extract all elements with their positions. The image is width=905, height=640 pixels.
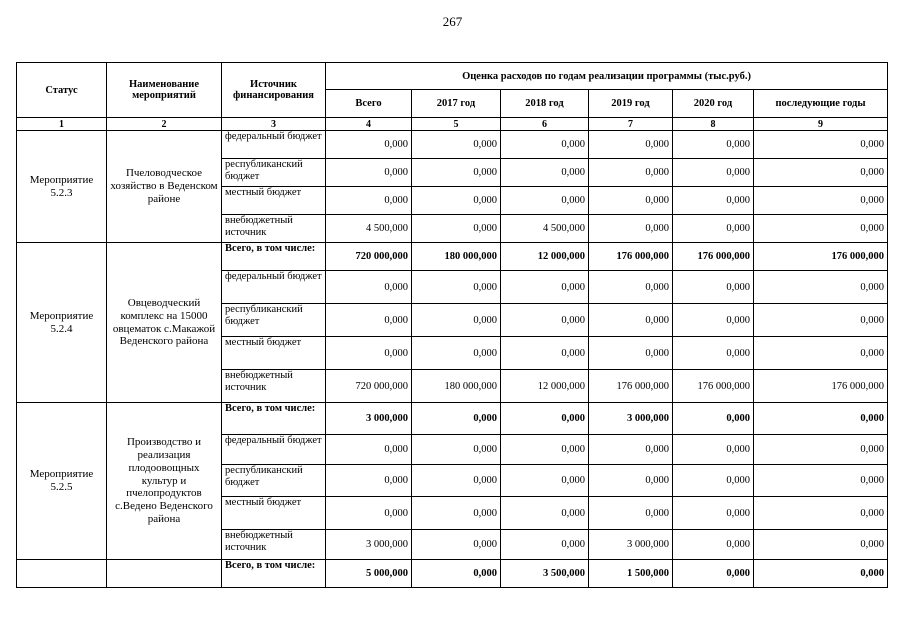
amount-cell: 176 000,000 [589, 243, 673, 271]
amount-cell: 0,000 [673, 530, 754, 560]
event-status: Мероприятие 5.2.3 [17, 131, 107, 243]
amount-cell: 0,000 [326, 271, 412, 304]
amount-cell: 0,000 [589, 215, 673, 243]
amount-cell: 0,000 [326, 131, 412, 159]
amount-cell: 3 500,000 [501, 560, 589, 588]
funding-source: Всего, в том числе: [222, 243, 326, 271]
amount-cell: 0,000 [412, 187, 501, 215]
amount-cell: 0,000 [754, 187, 888, 215]
amount-cell: 0,000 [673, 159, 754, 187]
header-year: 2020 год [673, 90, 754, 118]
amount-cell: 0,000 [754, 271, 888, 304]
amount-cell: 0,000 [412, 497, 501, 530]
amount-cell: 0,000 [589, 337, 673, 370]
funding-source: внебюджетный источник [222, 530, 326, 560]
amount-cell: 0,000 [412, 215, 501, 243]
amount-cell: 0,000 [673, 465, 754, 497]
amount-cell: 0,000 [412, 131, 501, 159]
header-status: Статус [17, 63, 107, 118]
event-name: Пчеловодческое хозяйство в Веденском районе [107, 131, 222, 243]
amount-cell: 0,000 [589, 497, 673, 530]
header-year: 2018 год [501, 90, 589, 118]
funding-source: местный бюджет [222, 187, 326, 215]
amount-cell: 0,000 [673, 403, 754, 435]
event-status: Мероприятие 5.2.5 [17, 403, 107, 560]
amount-cell: 176 000,000 [754, 243, 888, 271]
amount-cell: 0,000 [412, 403, 501, 435]
event-name [107, 560, 222, 588]
column-number: 9 [754, 118, 888, 131]
amount-cell: 3 000,000 [589, 530, 673, 560]
amount-cell: 0,000 [589, 159, 673, 187]
table-row-total [17, 560, 888, 588]
amount-cell: 0,000 [589, 304, 673, 337]
funding-source: республиканский бюджет [222, 465, 326, 497]
amount-cell: 0,000 [754, 497, 888, 530]
amount-cell: 0,000 [754, 465, 888, 497]
amount-cell: 0,000 [501, 530, 589, 560]
amount-cell: 0,000 [501, 435, 589, 465]
funding-source: Всего, в том числе: [222, 560, 326, 588]
amount-cell: 0,000 [501, 131, 589, 159]
amount-cell: 12 000,000 [501, 370, 589, 403]
table-header [17, 63, 888, 131]
amount-cell: 0,000 [326, 159, 412, 187]
header-year: Всего [326, 90, 412, 118]
amount-cell: 0,000 [673, 131, 754, 159]
amount-cell: 0,000 [673, 271, 754, 304]
amount-cell: 0,000 [501, 304, 589, 337]
table-body [17, 131, 888, 588]
page-number: 267 [442, 14, 463, 29]
amount-cell: 0,000 [501, 271, 589, 304]
column-number: 3 [222, 118, 326, 131]
column-number: 2 [107, 118, 222, 131]
header-name: Наименование мероприятий [107, 63, 222, 118]
header-estimate: Оценка расходов по годам реализации программы (тыс.руб.) [326, 63, 888, 90]
funding-source: местный бюджет [222, 337, 326, 370]
funding-source: федеральный бюджет [222, 271, 326, 304]
amount-cell: 176 000,000 [754, 370, 888, 403]
amount-cell: 0,000 [412, 435, 501, 465]
column-number: 5 [412, 118, 501, 131]
column-number: 1 [17, 118, 107, 131]
amount-cell: 0,000 [326, 187, 412, 215]
amount-cell: 0,000 [754, 530, 888, 560]
amount-cell: 0,000 [501, 337, 589, 370]
amount-cell: 0,000 [412, 304, 501, 337]
column-number: 6 [501, 118, 589, 131]
amount-cell: 0,000 [673, 435, 754, 465]
amount-cell: 0,000 [326, 435, 412, 465]
amount-cell: 0,000 [673, 560, 754, 588]
amount-cell: 3 000,000 [589, 403, 673, 435]
amount-cell: 180 000,000 [412, 243, 501, 271]
amount-cell: 0,000 [326, 304, 412, 337]
amount-cell: 0,000 [589, 131, 673, 159]
amount-cell: 0,000 [412, 465, 501, 497]
header-source: Источник финансирования [222, 63, 326, 118]
amount-cell: 0,000 [673, 497, 754, 530]
amount-cell: 3 000,000 [326, 403, 412, 435]
amount-cell: 0,000 [589, 271, 673, 304]
amount-cell: 0,000 [412, 530, 501, 560]
event-status [17, 560, 107, 588]
amount-cell: 0,000 [501, 403, 589, 435]
budget-table [16, 62, 888, 588]
header-year: 2019 год [589, 90, 673, 118]
amount-cell: 720 000,000 [326, 243, 412, 271]
amount-cell: 0,000 [501, 187, 589, 215]
amount-cell: 0,000 [754, 560, 888, 588]
funding-source: федеральный бюджет [222, 131, 326, 159]
amount-cell: 0,000 [673, 304, 754, 337]
funding-source: местный бюджет [222, 497, 326, 530]
amount-cell: 0,000 [754, 159, 888, 187]
amount-cell: 0,000 [326, 497, 412, 530]
amount-cell: 5 000,000 [326, 560, 412, 588]
funding-source: федеральный бюджет [222, 435, 326, 465]
amount-cell: 0,000 [589, 465, 673, 497]
amount-cell: 3 000,000 [326, 530, 412, 560]
amount-cell: 0,000 [673, 337, 754, 370]
amount-cell: 1 500,000 [589, 560, 673, 588]
amount-cell: 0,000 [412, 337, 501, 370]
table-row [17, 131, 888, 159]
amount-cell: 0,000 [501, 497, 589, 530]
amount-cell: 0,000 [754, 435, 888, 465]
amount-cell: 0,000 [754, 215, 888, 243]
amount-cell: 0,000 [412, 159, 501, 187]
column-number: 7 [589, 118, 673, 131]
funding-source: Всего, в том числе: [222, 403, 326, 435]
amount-cell: 0,000 [412, 560, 501, 588]
event-name: Овцеводческий комплекс на 15000 овцематок с.Макажой Веденского района [107, 243, 222, 403]
amount-cell: 0,000 [754, 304, 888, 337]
column-number: 4 [326, 118, 412, 131]
amount-cell: 0,000 [673, 215, 754, 243]
amount-cell: 0,000 [754, 337, 888, 370]
table-row-total [17, 403, 888, 435]
funding-source: республиканский бюджет [222, 304, 326, 337]
funding-source: внебюджетный источник [222, 370, 326, 403]
amount-cell: 0,000 [412, 271, 501, 304]
column-number: 8 [673, 118, 754, 131]
amount-cell: 176 000,000 [589, 370, 673, 403]
amount-cell: 176 000,000 [673, 370, 754, 403]
amount-cell: 720 000,000 [326, 370, 412, 403]
funding-source: республиканский бюджет [222, 159, 326, 187]
amount-cell: 176 000,000 [673, 243, 754, 271]
amount-cell: 0,000 [754, 131, 888, 159]
amount-cell: 0,000 [673, 187, 754, 215]
amount-cell: 4 500,000 [501, 215, 589, 243]
amount-cell: 0,000 [589, 435, 673, 465]
amount-cell: 180 000,000 [412, 370, 501, 403]
amount-cell: 0,000 [326, 465, 412, 497]
header-year: последующие годы [754, 90, 888, 118]
event-name: Производство и реализация плодоовощных культур и пчелопродуктов с.Ведено Веденского района [107, 403, 222, 560]
amount-cell: 4 500,000 [326, 215, 412, 243]
funding-source: внебюджетный источник [222, 215, 326, 243]
amount-cell: 0,000 [754, 403, 888, 435]
amount-cell: 0,000 [326, 337, 412, 370]
header-year: 2017 год [412, 90, 501, 118]
amount-cell: 12 000,000 [501, 243, 589, 271]
amount-cell: 0,000 [501, 465, 589, 497]
amount-cell: 0,000 [501, 159, 589, 187]
event-status: Мероприятие 5.2.4 [17, 243, 107, 403]
amount-cell: 0,000 [589, 187, 673, 215]
table-row-total [17, 243, 888, 271]
